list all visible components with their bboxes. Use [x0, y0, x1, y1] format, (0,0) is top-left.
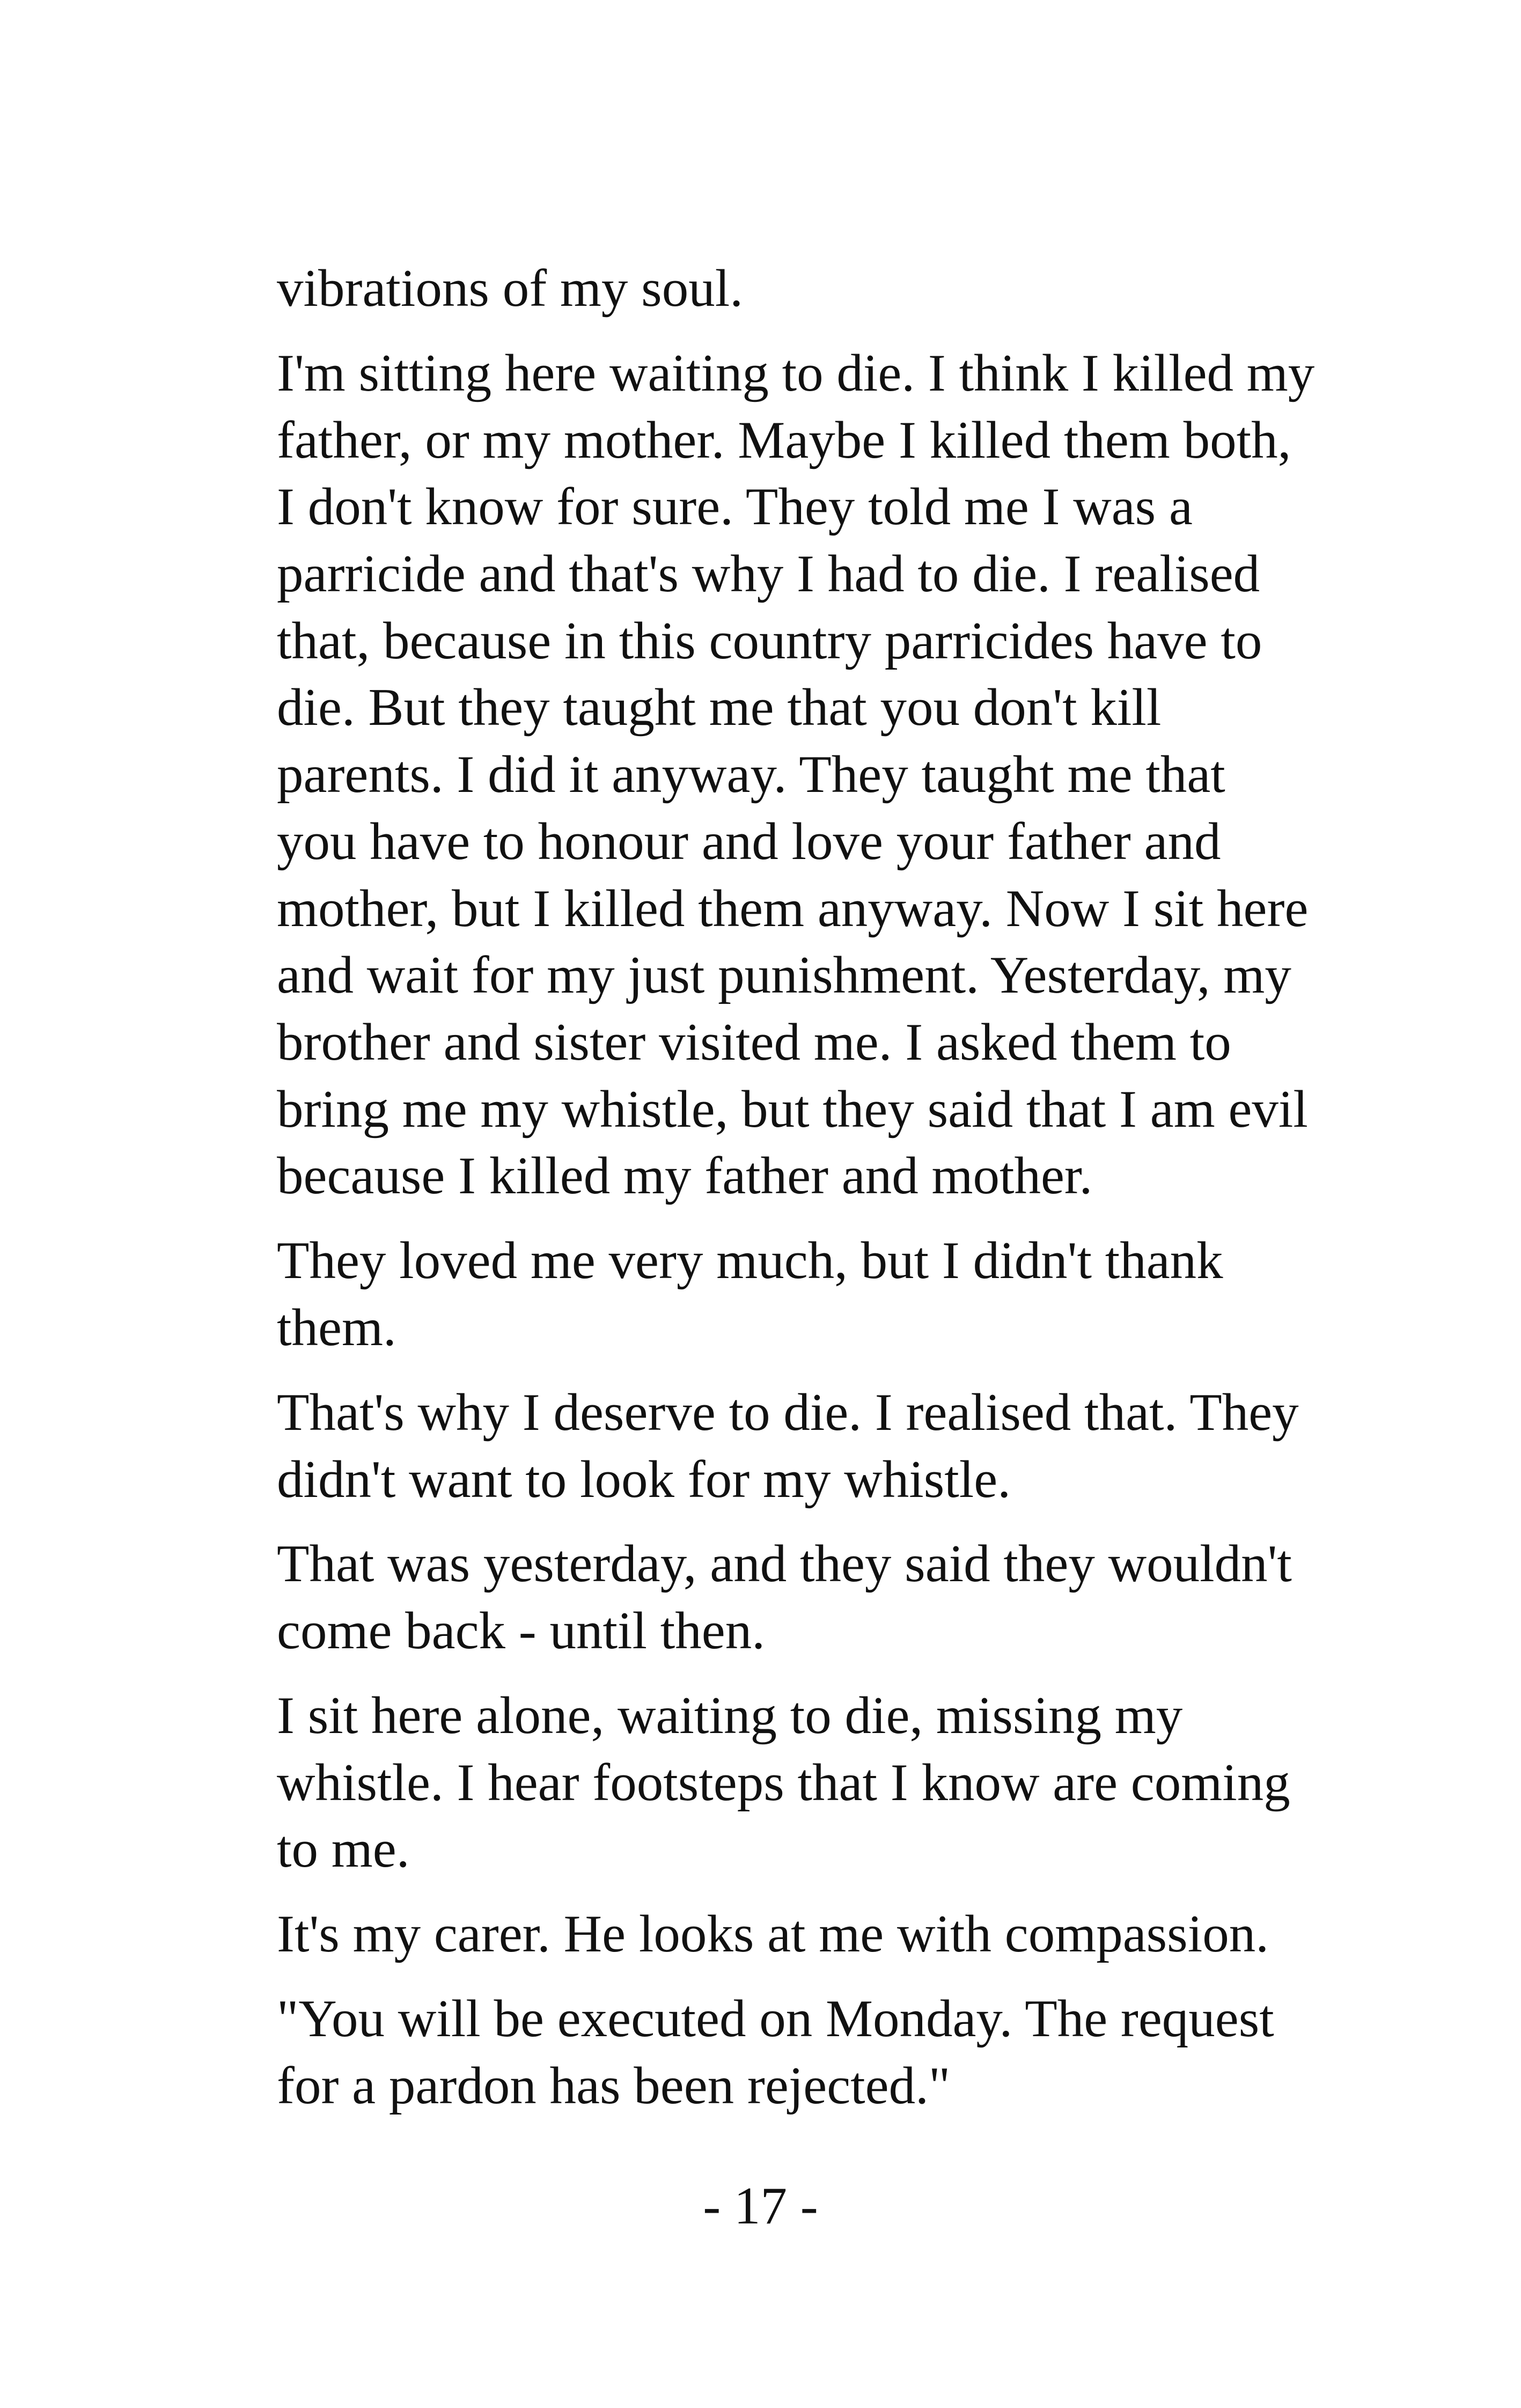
text-line: them.	[277, 1298, 396, 1357]
text-line: I sit here alone, waiting to die, missing my	[277, 1686, 1183, 1745]
text-line: that, because in this country parricides have to	[277, 611, 1262, 670]
text-line: brother and sister visited me. I asked them to	[277, 1012, 1231, 1071]
text-line: I don't know for sure. They told me I was a	[277, 478, 1193, 537]
text-line: because I killed my father and mother.	[277, 1147, 1093, 1206]
text-line: for a pardon has been rejected."	[277, 2056, 951, 2115]
paragraph	[277, 340, 1350, 1210]
text-line: you have to honour and love your father and	[277, 812, 1221, 871]
text-line: That was yesterday, and they said they wouldn't	[277, 1535, 1292, 1594]
text-line: whistle. I hear footsteps that I know are coming	[277, 1753, 1290, 1812]
text-line: vibrations of my soul.	[277, 259, 743, 318]
paragraph	[277, 255, 1350, 322]
page-number: - 17 -	[703, 2177, 818, 2235]
paragraph	[277, 1683, 1350, 1883]
text-line: parricide and that's why I had to die. I realised	[277, 545, 1260, 603]
paragraph	[277, 1228, 1350, 1361]
text-line: bring me my whistle, but they said that I am evil	[277, 1080, 1308, 1139]
text-line: parents. I did it anyway. They taught me that	[277, 745, 1225, 804]
text-line: didn't want to look for my whistle.	[277, 1450, 1011, 1509]
text-line: mother, but I killed them anyway. Now I sit here	[277, 879, 1309, 938]
text-line: and wait for my just punishment. Yesterday, my	[277, 946, 1291, 1005]
paragraph	[277, 1901, 1350, 1968]
paragraph	[277, 1531, 1350, 1664]
page-body	[277, 255, 1350, 2138]
text-line: That's why I deserve to die. I realised that. They	[277, 1383, 1299, 1442]
text-line: It's my carer. He looks at me with compassion.	[277, 1905, 1269, 1964]
text-line: father, or my mother. Maybe I killed them both,	[277, 410, 1291, 469]
text-line: They loved me very much, but I didn't thank	[277, 1231, 1223, 1290]
text-line: come back - until then.	[277, 1602, 765, 1661]
text-line: "You will be executed on Monday. The request	[277, 1989, 1274, 2049]
paragraph	[277, 1379, 1350, 1513]
text-line: to me.	[277, 1820, 410, 1879]
text-line: I'm sitting here waiting to die. I think I killed my	[277, 343, 1315, 402]
paragraph	[277, 1986, 1350, 2119]
text-line: die. But they taught me that you don't kill	[277, 678, 1162, 737]
